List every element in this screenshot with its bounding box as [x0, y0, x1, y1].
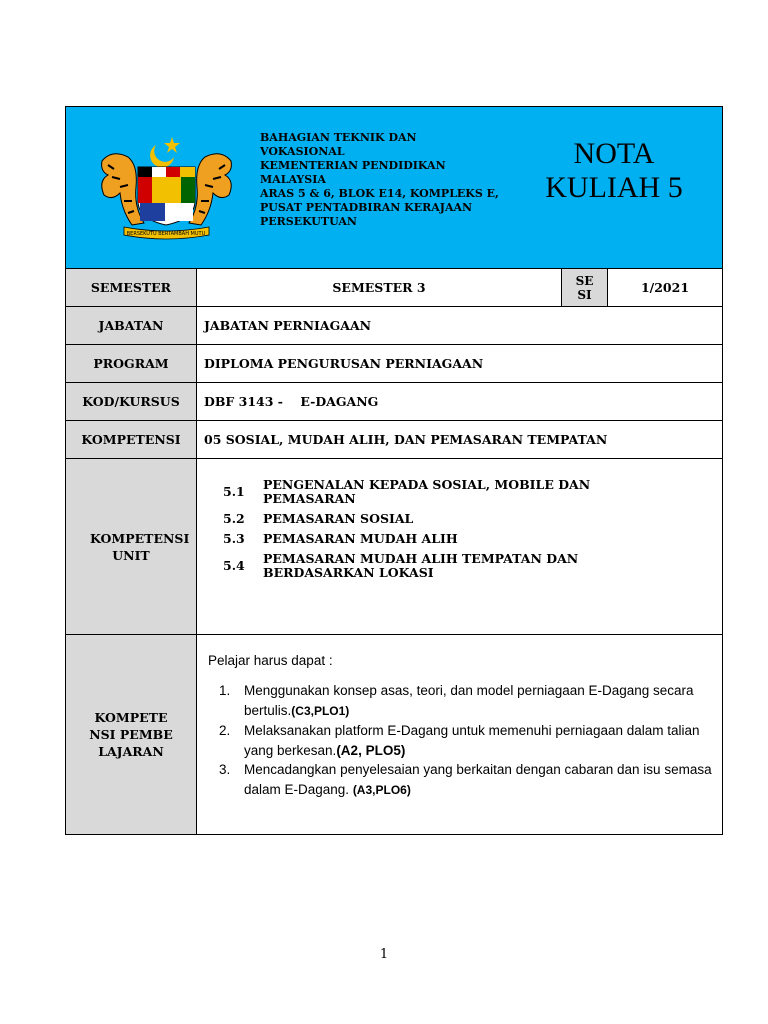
- kompetensi-unit-row: [66, 459, 722, 635]
- learning-outcome: [208, 681, 713, 721]
- unit-number: 5.4: [223, 558, 245, 573]
- outcome-tag: (A2, PLO5): [336, 742, 406, 758]
- jabatan-label: JABATAN: [66, 307, 197, 344]
- unit-text: PEMASARAN MUDAH ALIH TEMPATAN DAN BERDASARKAN LOKASI: [263, 551, 579, 580]
- unit-item: [223, 512, 633, 526]
- semester-row: [66, 269, 722, 307]
- outcome-tag: (A3,PLO6): [352, 782, 411, 797]
- org-line: PUSAT PENTADBIRAN KERAJAAN: [260, 201, 473, 214]
- outcome-number: 2.: [219, 723, 231, 738]
- program-row: [66, 345, 722, 383]
- svg-text:BERSEKUTU BERTAMBAH MUTU: BERSEKUTU BERTAMBAH MUTU: [126, 231, 206, 237]
- unit-number: 5.3: [223, 531, 245, 546]
- outcome-number: 3.: [219, 762, 231, 777]
- learning-outcomes: [197, 635, 722, 834]
- sesi-value: 1/2021: [640, 280, 690, 295]
- kursus-value: DBF 3143 - E-DAGANG: [204, 394, 379, 409]
- learning-outcome: [208, 721, 713, 760]
- jabatan-value: JABATAN PERNIAGAAN: [204, 318, 372, 333]
- page-number: 1: [379, 947, 389, 962]
- kompetensi-label: KOMPETENSI: [66, 421, 197, 458]
- outcome-tag: (C3,PLO1): [291, 703, 350, 718]
- kompetensi-unit-label: [66, 459, 197, 634]
- outcome-text: [244, 760, 713, 800]
- semester-label: SEMESTER: [66, 269, 197, 306]
- jabatan-row: [66, 307, 722, 345]
- unit-item: [223, 532, 633, 546]
- learning-outcome: [208, 760, 713, 800]
- kompetensi-pembelajaran-label: [66, 635, 197, 834]
- kompetensi-unit-label-text: KOMPETENSI UNIT: [90, 530, 190, 563]
- outcome-body: Mencadangkan penyelesaian yang berkaitan dengan cabaran dan isu semasa dalam E-Dagang.: [244, 762, 712, 797]
- outcome-body: Menggunakan konsep asas, teori, dan model perniagaan E-Dagang secara bertulis.: [244, 683, 694, 718]
- outcomes-intro: Pelajar harus dapat :: [208, 653, 333, 668]
- title-line: NOTA: [573, 137, 655, 170]
- kursus-row: [66, 383, 722, 421]
- unit-text: PEMASARAN MUDAH ALIH: [263, 531, 458, 546]
- sesi-label: [562, 269, 608, 306]
- org-line: VOKASIONAL: [260, 145, 345, 158]
- unit-text: PEMASARAN SOSIAL: [263, 511, 414, 526]
- outcome-text: [244, 681, 713, 721]
- program-label: PROGRAM: [66, 345, 197, 382]
- organization-address: [260, 131, 510, 229]
- outcome-number: 1.: [219, 683, 231, 698]
- kompetensi-value: 05 SOSIAL, MUDAH ALIH, DAN PEMASARAN TEMPATAN: [204, 432, 608, 447]
- outcome-body: Melaksanakan platform E-Dagang untuk memenuhi perniagaan dalam talian yang berkesan.: [244, 723, 700, 758]
- course-info-table: [65, 106, 723, 835]
- kompetensi-row: [66, 421, 722, 459]
- unit-item: [223, 478, 633, 506]
- unit-text: PENGENALAN KEPADA SOSIAL, MOBILE DAN PEMASARAN: [263, 477, 591, 506]
- kompetensi-pembelajaran-row: [66, 635, 722, 834]
- org-line: BAHAGIAN TEKNIK DAN: [260, 131, 417, 144]
- document-title: [534, 137, 694, 205]
- org-line: MALAYSIA: [260, 173, 326, 186]
- kursus-label: KOD/KURSUS: [66, 383, 197, 420]
- org-line: ARAS 5 & 6, BLOK E14, KOMPLEKS E,: [260, 187, 499, 200]
- sesi-label-text: SESI: [575, 273, 594, 302]
- unit-item: [223, 552, 633, 580]
- kompetensi-pembelajaran-label-text: KOMPETENSI PEMBELAJARAN: [89, 710, 173, 759]
- org-line: KEMENTERIAN PENDIDIKAN: [260, 159, 446, 172]
- unit-number: 5.2: [223, 511, 245, 526]
- malaysia-coat-of-arms-icon: [94, 131, 239, 241]
- title-line: KULIAH 5: [545, 171, 683, 204]
- semester-value: SEMESTER 3: [197, 269, 562, 306]
- unit-number: 5.1: [223, 484, 245, 499]
- outcome-text: [244, 721, 713, 760]
- header-band: [66, 107, 722, 269]
- kompetensi-unit-list: [197, 459, 722, 634]
- program-value: DIPLOMA PENGURUSAN PERNIAGAAN: [204, 356, 484, 371]
- org-line: PERSEKUTUAN: [260, 215, 357, 228]
